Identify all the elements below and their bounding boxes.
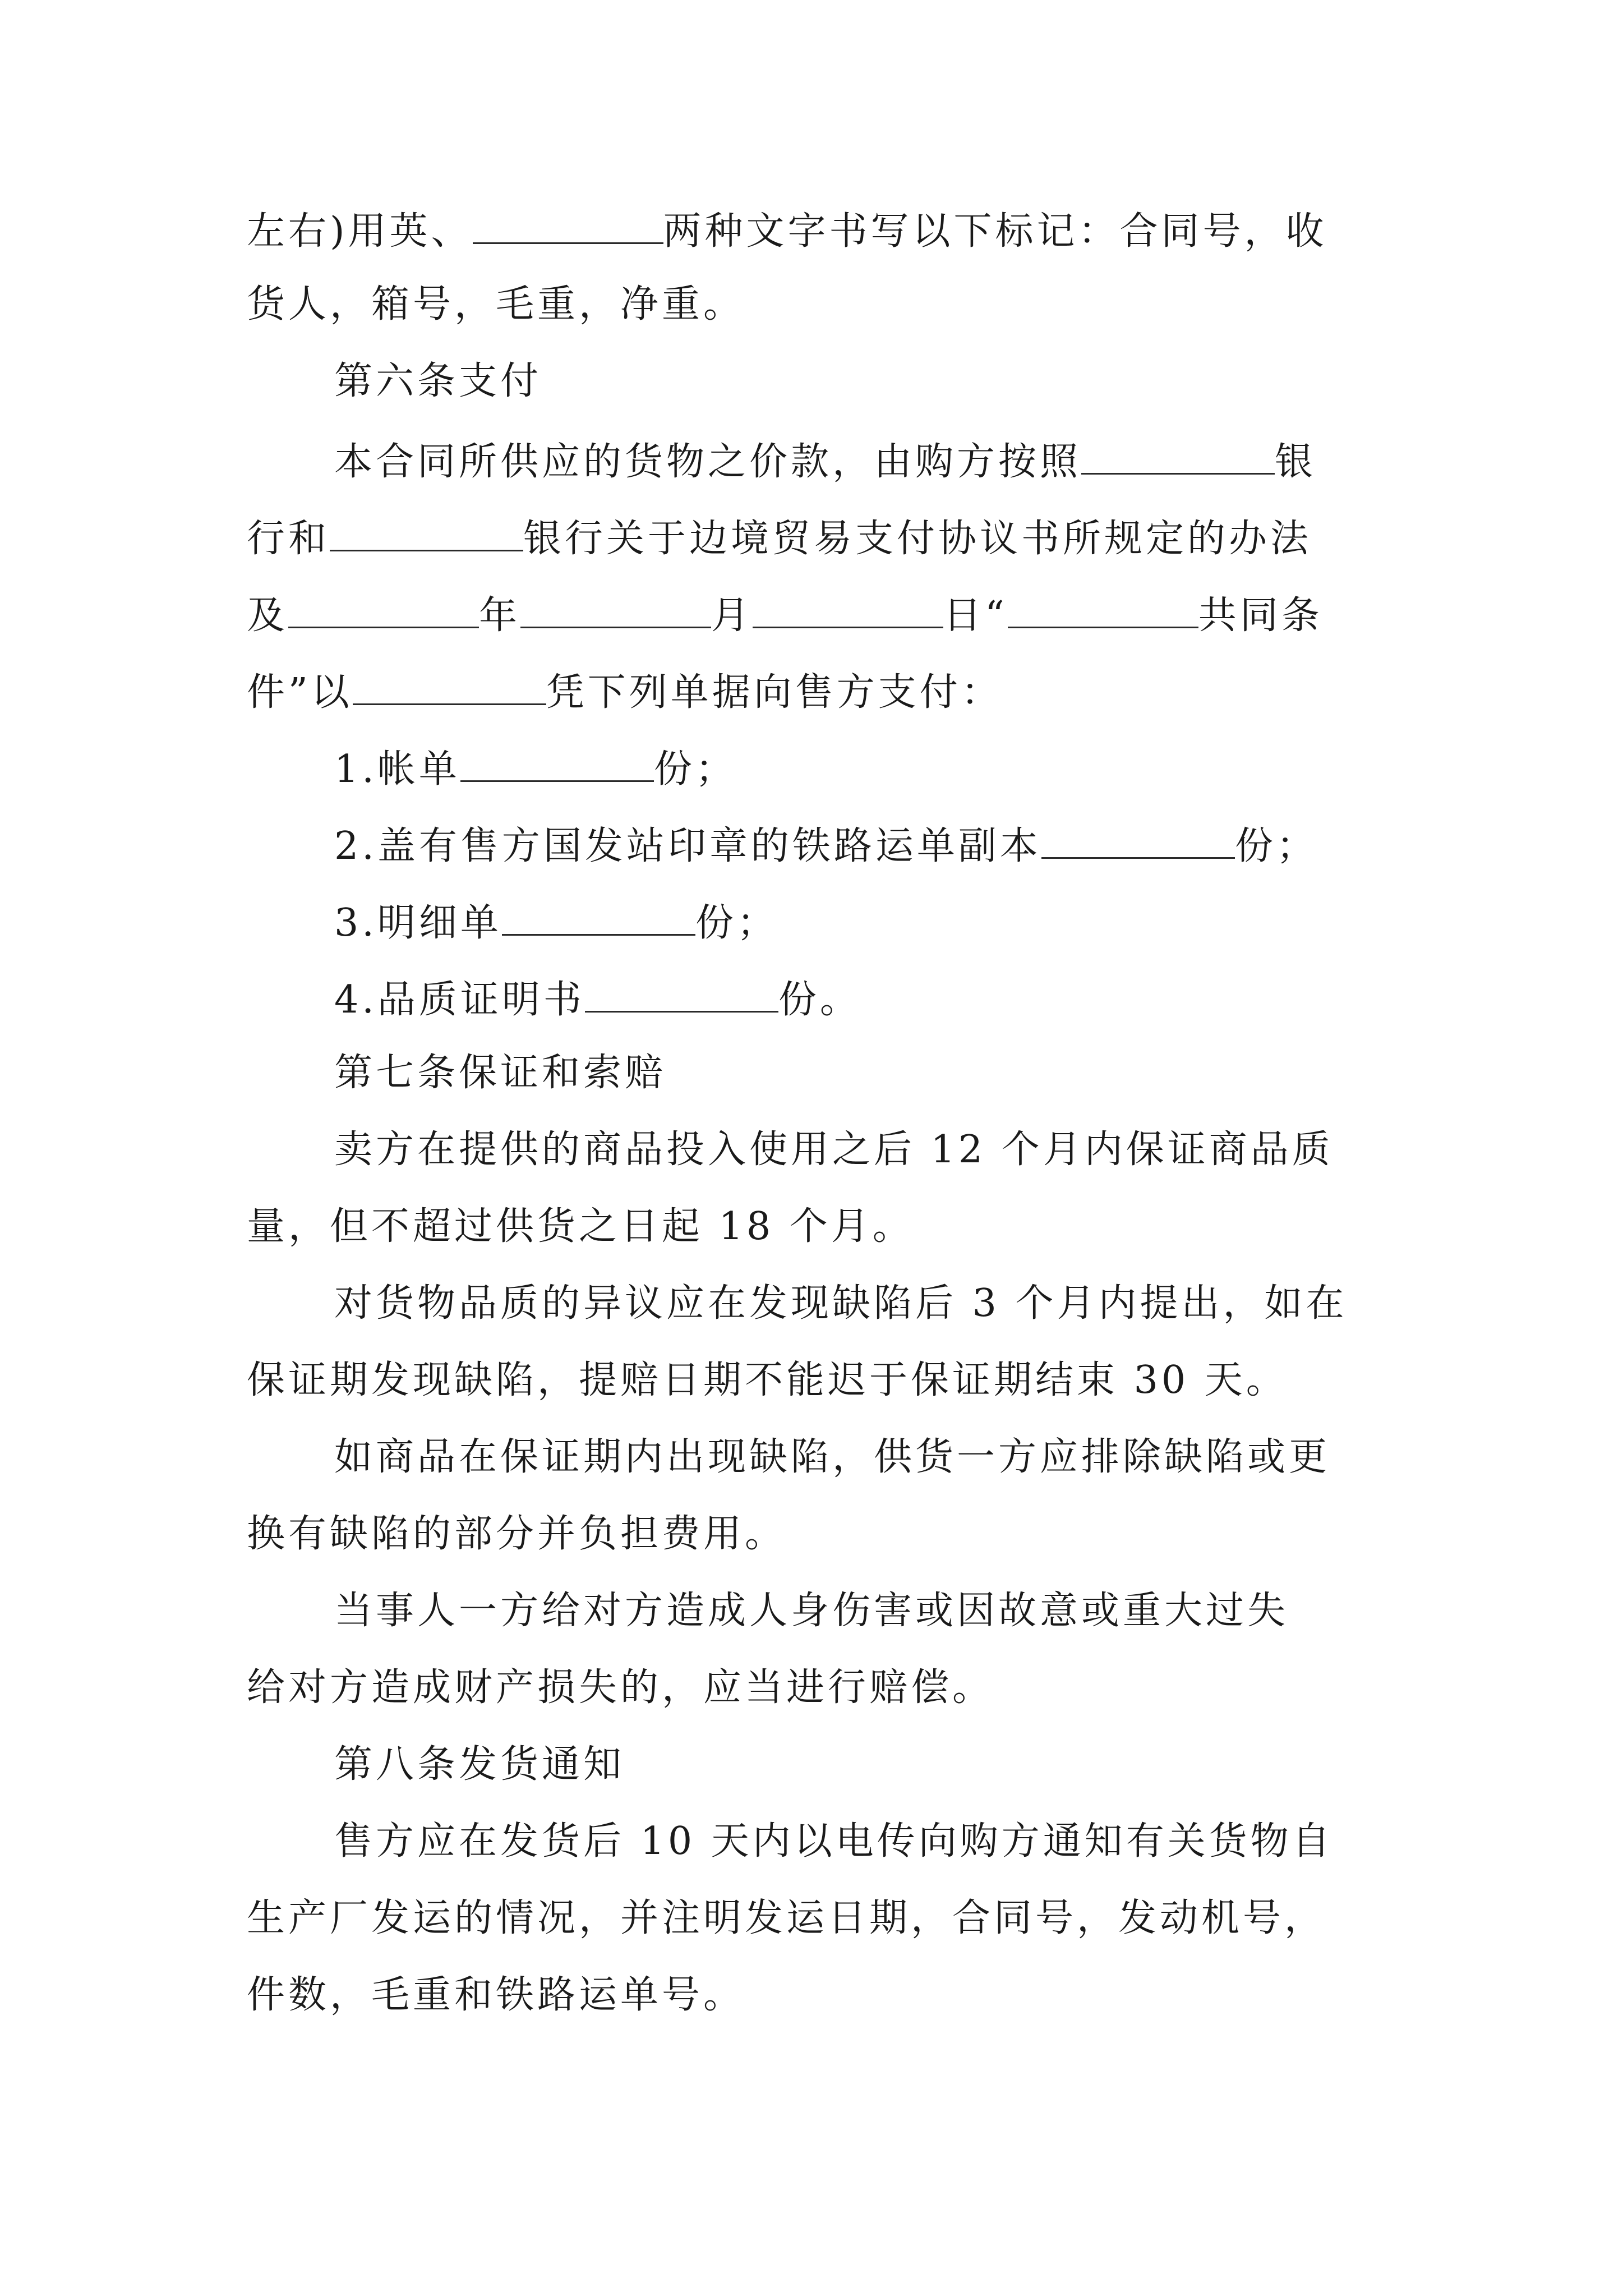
article-8-paragraph-line-3 [247,1973,1380,2053]
article-7-paragraph-2-line-1 [247,1281,1380,1361]
text: 左右)用英、 [247,209,473,254]
text: 如商品在保证期内出现缺陷，供货一方应排除缺陷或更 [334,1435,1331,1479]
article-7-paragraph-3-line-1 [247,1435,1380,1515]
text: 两种文字书写以下标记：合同号，收 [663,209,1327,254]
text: 1.帐单 [334,747,460,792]
fill-in-blank [460,747,654,782]
text: 份； [653,747,737,792]
fill-in-blank [330,516,523,551]
article-6-heading [247,359,1380,439]
article-6-paragraph-line-1 [247,439,1380,516]
fill-in-blank [520,593,711,628]
text: 共同条 [1198,593,1323,638]
text: 当事人一方给对方造成人身伤害或因故意或重大过失 [334,1589,1289,1633]
text: 3.明细单 [334,901,502,945]
fill-in-blank [502,900,695,936]
marking-clause-line-2 [247,282,1380,362]
text: 4.品质证明书 [334,978,585,1022]
text: 量，但不超过供货之日起 18 个月。 [247,1204,914,1249]
heading-text: 第八条发货通知 [334,1742,625,1787]
text: 对货物品质的异议应在发现缺陷后 3 个月内提出，如在 [334,1281,1348,1326]
text: 售方应在发货后 10 天内以电传向购方通知有关货物自 [334,1819,1334,1864]
payment-document-item [247,977,1380,1054]
article-6-paragraph-line-3 [247,593,1380,670]
text: 行和 [247,517,330,561]
text: 件数，毛重和铁路运单号。 [247,1973,745,2017]
fill-in-blank [353,670,546,705]
payment-document-item [247,900,1380,977]
article-8-paragraph-line-2 [247,1896,1380,1976]
text: 份； [695,901,778,945]
text: 年 [479,593,521,638]
text: 日“ [943,593,1008,638]
text: 给对方造成财产损失的，应当进行赔偿。 [247,1665,994,1710]
heading-text: 第七条保证和索赔 [334,1051,667,1095]
article-8-paragraph-line-1 [247,1819,1380,1899]
article-6-paragraph-line-2 [247,516,1380,593]
article-6-paragraph-line-4 [247,670,1380,747]
article-7-paragraph-4-line-2 [247,1665,1380,1746]
text: 件”以 [247,670,353,715]
text: 份； [1234,824,1318,868]
article-7-paragraph-4-line-1 [247,1589,1380,1669]
text: 凭下列单据向售方支付： [546,670,1003,715]
article-7-heading [247,1051,1380,1131]
article-7-paragraph-1-line-1 [247,1128,1380,1208]
fill-in-blank [1081,439,1275,475]
text: 货人，箱号，毛重，净重。 [247,282,745,326]
marking-clause-line-1 [247,209,1380,286]
payment-document-item [247,823,1380,900]
fill-in-blank [753,593,943,628]
article-7-paragraph-1-line-2 [247,1204,1380,1285]
text: 保证期发现缺陷，提赔日期不能迟于保证期结束 30 天。 [247,1358,1288,1402]
text: 及 [247,593,289,638]
article-7-paragraph-2-line-2 [247,1358,1380,1438]
fill-in-blank [288,593,479,628]
text: 月 [711,593,753,638]
fill-in-blank [585,977,778,1013]
fill-in-blank [1008,593,1198,628]
article-7-paragraph-3-line-2 [247,1512,1380,1592]
text: 生产厂发运的情况，并注明发运日期，合同号，发动机号， [247,1896,1326,1940]
text: 卖方在提供的商品投入使用之后 12 个月内保证商品质 [334,1128,1334,1172]
text: 银行关于边境贸易支付协议书所规定的办法 [523,517,1312,561]
text: 2.盖有售方国发站印章的铁路运单副本 [334,824,1041,868]
text: 份。 [778,978,861,1022]
heading-text: 第六条支付 [334,359,542,403]
article-8-heading [247,1742,1380,1823]
text: 银 [1275,440,1317,484]
fill-in-blank [1041,823,1235,859]
text: 本合同所供应的货物之价款，由购方按照 [334,440,1082,484]
fill-in-blank [473,209,663,244]
payment-document-item [247,747,1380,823]
text: 换有缺陷的部分并负担费用。 [247,1512,787,1556]
document-body [247,209,1380,2053]
